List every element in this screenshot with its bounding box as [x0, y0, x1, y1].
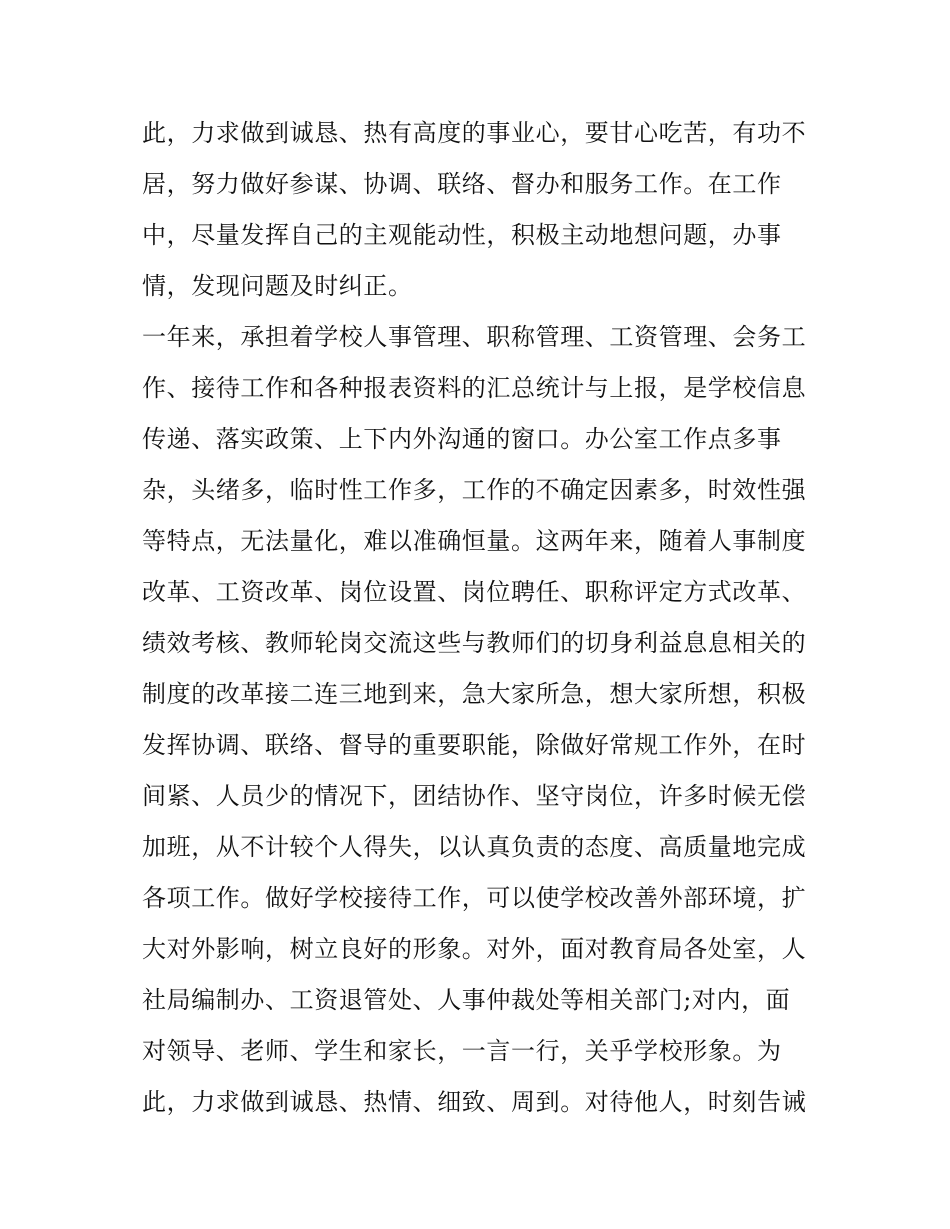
text-line: 各项工作。做好学校接待工作，可以使学校改善外部环境，扩 — [142, 884, 807, 912]
text-line: 杂，头绪多，临时性工作多，工作的不确定因素多，时效性强 — [142, 476, 807, 504]
text-line: 居，努力做好参谋、协调、联络、督办和服务工作。在工作 — [142, 170, 782, 198]
text-line: 等特点，无法量化，难以准确恒量。这两年来，随着人事制度 — [142, 527, 807, 555]
text-line: 绩效考核、教师轮岗交流这些与教师们的切身利益息息相关的 — [142, 629, 807, 657]
text-line: 发挥协调、联络、督导的重要职能，除做好常规工作外，在时 — [142, 731, 807, 759]
text-line: 情，发现问题及时纠正。 — [142, 272, 413, 300]
text-line: 改革、工资改革、岗位设置、岗位聘任、职称评定方式改革、 — [142, 578, 807, 606]
text-line: 大对外影响，树立良好的形象。对外，面对教育局各处室，人 — [142, 935, 807, 963]
text-line: 此，力求做到诚恳、热有高度的事业心，要甘心吃苦，有功不 — [142, 119, 807, 147]
text-line: 间紧、人员少的情况下，团结协作、坚守岗位，许多时候无偿 — [142, 782, 807, 810]
text-line: 中，尽量发挥自己的主观能动性，积极主动地想问题，办事 — [142, 221, 782, 249]
document-body — [142, 108, 822, 1128]
text-line: 传递、落实政策、上下内外沟通的窗口。办公室工作点多事 — [142, 425, 782, 453]
text-line: 一年来，承担着学校人事管理、职称管理、工资管理、会务工 — [142, 323, 807, 351]
text-line: 社局编制办、工资退管处、人事仲裁处等相关部门;对内，面 — [142, 986, 791, 1014]
text-line: 此，力求做到诚恳、热情、细致、周到。对待他人，时刻告诫 — [142, 1088, 807, 1116]
text-line: 制度的改革接二连三地到来，急大家所急，想大家所想，积极 — [142, 680, 807, 708]
text-line: 加班，从不计较个人得失，以认真负责的态度、高质量地完成 — [142, 833, 807, 861]
text-line: 对领导、老师、学生和家长，一言一行，关乎学校形象。为 — [142, 1037, 782, 1065]
text-line: 作、接待工作和各种报表资料的汇总统计与上报，是学校信息 — [142, 374, 807, 402]
